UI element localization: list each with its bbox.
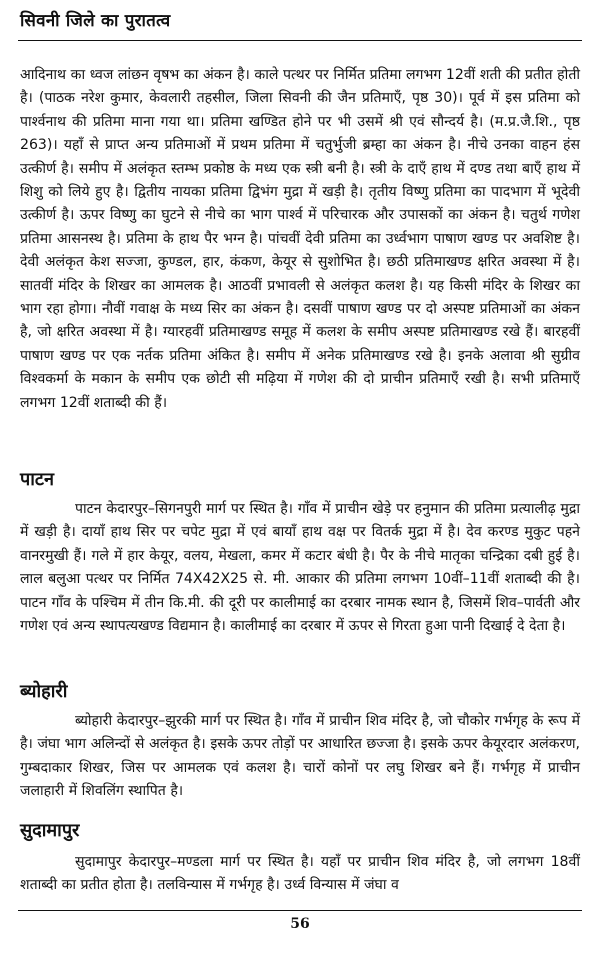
section-heading-byohari: ब्योहारी xyxy=(20,681,68,702)
section-heading-sudamapur: सुदामापुर xyxy=(20,820,80,841)
section-heading-patan: पाटन xyxy=(20,469,54,490)
paragraph-patan: पाटन केदारपुर–सिगनपुरी मार्ग पर स्थित है। गाँव में प्राचीन खेड़े पर हनुमान की प्रतिमा प्रत्यालीढ़ मुद्रा में खड़ी है। दायाँ हाथ सिर पर चपेट मुद्रा में एवं बायाँ हाथ वक्ष पर वितर्क मुद्रा में है। देव करण्ड मुकुट पहने वानरमुखी हैं। गले में हार केयूर, वलय, मेखला, कमर में कटार बंधी है। पैर के नीचे मातृका चन्द्रिका दबी हुई है। लाल बलुआ पत्थर पर निर्मित 74X42X25 से. मी. आकार की प्रतिमा लगभग 10वीं–11वीं शताब्दी की है। पाटन गाँव के पश्चिम में तीन कि.मी. की दूरी पर कालीमाई का दरबार नामक स्थान है, जिसमें शिव–पार्वती और गणेश एवं अन्य स्थापत्यखण्ड विद्यमान है। कालीमाई का दरबार में ऊपर से गिरता हुआ पानी दिखाई दे देता है। xyxy=(20,501,580,635)
footer-rule xyxy=(18,910,582,911)
paragraph-intro: आदिनाथ का ध्वज लांछन वृषभ का अंकन है। काले पत्थर पर निर्मित प्रतिमा लगभग 12वीं शती की प्रतीत होती है। (पाठक नरेश कुमार, केवलारी तहसील, जिला सिवनी की जैन प्रतिमाएँ, पृष्ठ 30)। पूर्व में इस प्रतिमा को पार्श्वनाथ की प्रतिमा माना गया था। प्रतिमा खण्डित होने पर भी उसमें श्री एवं सौन्दर्य है। (म.प्र.जै.शि., पृष्ठ 263)। यहाँ से प्राप्त अन्य प्रतिमाओं में प्रथम प्रतिमा में चतुर्भुजी ब्रम्हा का अंकन है। नीचे उनका वाहन हंस उत्कीर्ण है। समीप में अलंकृत स्तम्भ प्रकोष्ठ के मध्य एक स्त्री बनी है। स्त्री के दाएँ हाथ में दण्ड तथा बाएँ हाथ में शिशु को लिये हुए है। द्वितीय नायका प्रतिमा द्विभंग मुद्रा में खड़ी है। तृतीय विष्णु प्रतिमा का पादभाग में भूदेवी उत्कीर्ण है। ऊपर विष्णु का घुटने से नीचे का भाग पार्श्व में परिचारक और उपासकों का अंकन है। चतुर्थ गणेश प्रतिमा आसनस्थ है। प्रतिमा के हाथ पैर भग्न है। पांचवीं देवी प्रतिमा का उर्ध्वभाग पाषाण खण्ड पर अवशिष्ट है। देवी अलंकृत केश सज्जा, कुण्डल, हार, कंकण, केयूर से सुशोभित है। छठी प्रतिमाखण्ड क्षरित अवस्था में है। सातवीं मंदिर के शिखर का आमलक है। आठवीं प्रभावली से अलंकृत कलश है। यह किसी मंदिर के शिखर का भाग रहा होगा। नौवीं गवाक्ष के मध्य सिर का अंकन है। दसवीं पाषाण खण्ड पर दो अस्पष्ट प्रतिमाओं का अंकन है, जो क्षरित अवस्था में है। ग्यारहवीं प्रतिमाखण्ड समूह में कलश के समीप अस्पष्ट प्रतिमाखण्ड रखे हैं। बारहवीं पाषाण खण्ड पर एक नर्तक प्रतिमा अंकित है। समीप में अनेक प्रतिमाखण्ड रखे है। इनके अलावा श्री सुग्रीव विश्वकर्मा के मकान के समीप एक छोटी सी मढ़िया में गणेश की दो प्राचीन प्रतिमाएँ रखी है। सभी प्रतिमाएँ लगभग 12वीं शताब्दी की हैं। xyxy=(20,67,580,411)
paragraph-sudamapur: सुदामापुर केदारपुर–मण्डला मार्ग पर स्थित है। यहाँ पर प्राचीन शिव मंदिर है, जो लगभग 18वीं शताब्दी का प्रतीत होता है। तलविन्यास में गर्भगृह है। उर्ध्व विन्यास में जंघा व xyxy=(20,854,580,894)
page-number: 56 xyxy=(290,916,310,932)
running-title: सिवनी जिले का पुरातत्व xyxy=(20,11,171,31)
paragraph-byohari: ब्योहारी केदारपुर–झुरकी मार्ग पर स्थित है। गाँव में प्राचीन शिव मंदिर है, जो चौकोर गर्भगृह के रूप में है। जंघा भाग अलिन्दों से अलंकृत है। इसके ऊपर तोड़ों पर आधारित छज्जा है। इसके ऊपर केयूरदार अलंकरण, गुम्बदाकार शिखर, जिस पर आमलक एवं कलश है। चारों कोनों पर लघु शिखर बने हैं। गर्भगृह में प्राचीन जलाहारी में शिवलिंग स्थापित है। xyxy=(20,713,580,800)
header-rule xyxy=(18,40,582,41)
